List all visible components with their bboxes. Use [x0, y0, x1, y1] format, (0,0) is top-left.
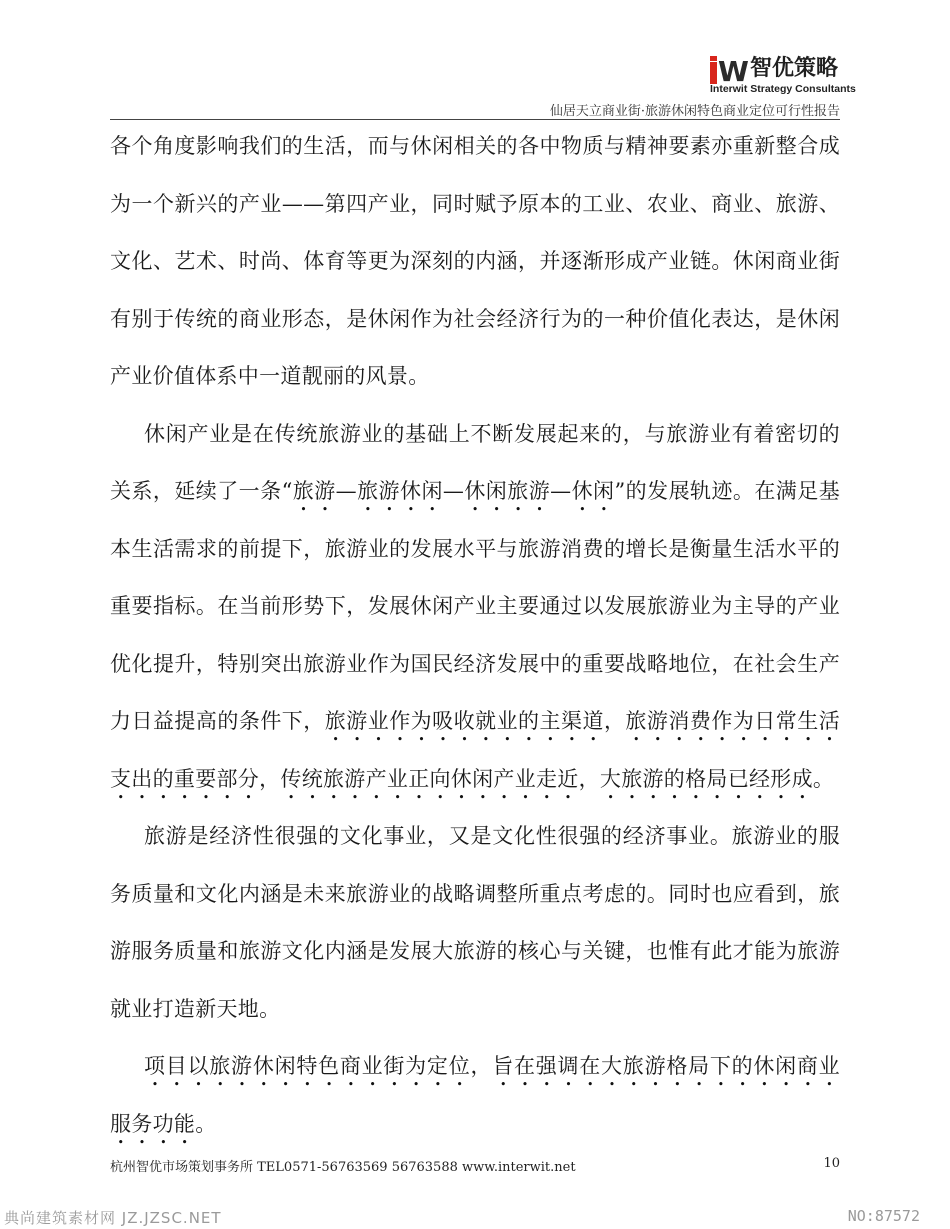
logo-chinese-name: 智优策略 — [750, 56, 839, 81]
paragraph-4-emphasis: 项目以旅游休闲特色商业街为定位，旨在强调在大旅游格局下的休闲商业服务功能。 — [110, 1054, 840, 1136]
logo-dot — [710, 56, 717, 61]
paragraph-1 — [110, 118, 840, 406]
paragraph-3-text: 旅游是经济性很强的文化事业，又是文化性很强的经济事业。旅游业的服务质量和文化内涵是未来旅游业的战略调整所重点考虑的。同时也应看到，旅游服务质量和旅游文化内涵是发展大旅游的核心与关键，也惟有此才能为旅游就业打造新天地。 — [110, 824, 840, 1021]
paragraph-4 — [110, 1038, 840, 1153]
logo-i-stroke — [710, 62, 717, 84]
paragraph-1-text: 各个角度影响我们的生活，而与休闲相关的各中物质与精神要素亦重新整合成为一个新兴的产业——第四产业，同时赋予原本的工业、农业、商业、旅游、文化、艺术、时尚、体育等更为深刻的内涵，并逐渐形成产业链。休闲商业街有别于传统的商业形态，是休闲作为社会经济行为的一种价值化表达，是休闲产业价值体系中一道靓丽的风景。 — [110, 134, 840, 388]
page-header — [0, 0, 950, 120]
company-logo — [710, 55, 856, 96]
paragraph-2 — [110, 406, 840, 809]
paragraph-2-emphasis-a: 旅游—旅游休闲—休闲旅游—休闲 — [292, 479, 615, 503]
paragraph-3 — [110, 808, 840, 1038]
watermark-number: NO:87572 — [847, 1207, 920, 1225]
body-text — [110, 118, 840, 1153]
paragraph-2-text-b: ”的发展轨迹。在满足基本生活需求的前提下，旅游业的发展水平与旅游消费的增长是衡量生活水平的重要指标。在当前形势下，发展休闲产业主要通过以发展旅游业为主导的产业优化提升，特别突出旅游业作为国民经济发展中的重要战略地位，在社会生产力日益提高的条件下， — [110, 479, 840, 733]
report-title: 仙居天立商业街·旅游休闲特色商业定位可行性报告 — [549, 104, 840, 119]
footer-contact: 杭州智优市场策划事务所 TEL0571-56763569 56763588 www.interwit.net — [110, 1160, 576, 1175]
paragraph-2-emphasis-b: 旅游业作为吸收就业的主渠道，旅游消费作为日常生活支出的重要部分，传统旅游产业正向休闲产业走近，大旅游的格局已经形成。 — [110, 709, 841, 791]
paragraph-2-text-a: 休闲产业是在传统旅游业的基础上不断发展起来的，与旅游业有着密切的关系，延续了一条“ — [110, 421, 840, 503]
logo-w-letter: W — [718, 55, 747, 88]
watermark-site: 典尚建筑素材网 JZ.JZSC.NET — [4, 1209, 222, 1227]
watermark-bar — [0, 1203, 950, 1229]
logo-english-name: Interwit Strategy Consultants — [710, 83, 856, 95]
page-number: 10 — [823, 1156, 840, 1171]
